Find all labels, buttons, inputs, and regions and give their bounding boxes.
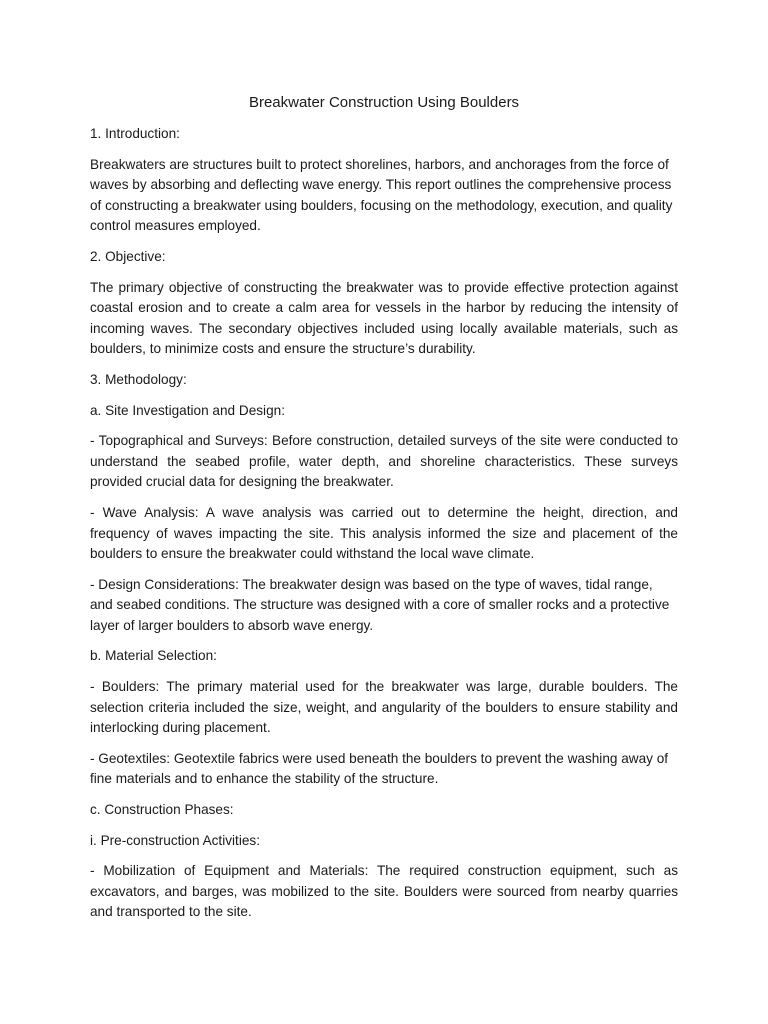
section-heading: 3. Methodology: xyxy=(90,371,187,387)
paragraph: - Design Considerations: The breakwater design was based on the type of waves, tidal range, and seabed conditions. The structure was designed with a core of smaller rocks and a protective layer of larger boulders to absorb wave energy. xyxy=(90,576,670,633)
section-heading: i. Pre-construction Activities: xyxy=(90,832,260,848)
section-heading: a. Site Investigation and Design: xyxy=(90,402,285,418)
paragraph: - Mobilization of Equipment and Materials: The required construction equipment, such as excavators, and barges, was mobilized to the site. Boulders were sourced from nearby quarries and transported to the site. xyxy=(90,863,678,920)
section-heading: b. Material Selection: xyxy=(90,648,217,664)
document-title: Breakwater Construction Using Boulders xyxy=(248,94,520,111)
paragraph: - Wave Analysis: A wave analysis was carried out to determine the height, direction, and frequency of waves impacting the site. This analysis informed the size and placement of the boulders to ensure the breakwater could withstand the local wave climate. xyxy=(90,504,678,562)
paragraph: - Topographical and Surveys: Before construction, detailed surveys of the site were conducted to understand the seabed profile, water depth, and shoreline characteristics. These surveys provided crucial data for designing the breakwater. xyxy=(90,433,678,490)
paragraph: The primary objective of constructing the breakwater was to provide effective protection against coastal erosion and to create a calm area for vessels in the harbor by reducing the intensity of incoming waves. The secondary objectives included using locally available materials, such as boulders, to minimize costs and ensure the structure’s durability. xyxy=(90,279,678,357)
section-heading: c. Construction Phases: xyxy=(90,802,234,818)
paragraph: - Geotextiles: Geotextile fabrics were used beneath the boulders to prevent the washing away of fine materials and to enhance the stability of the structure. xyxy=(90,750,669,787)
section-heading: 1. Introduction: xyxy=(90,126,180,141)
paragraph: - Boulders: The primary material used for the breakwater was large, durable boulders. The selection criteria included the size, weight, and angularity of the boulders to ensure stability and interlocking during placement. xyxy=(90,679,678,736)
section-heading: 2. Objective: xyxy=(90,248,166,264)
paragraph: Breakwaters are structures built to protect shorelines, harbors, and anchorages from the force of waves by absorbing and deflecting wave energy. This report outlines the comprehensive process of constructing a breakwater using boulders, focusing on the methodology, execution, and quality control measures employed. xyxy=(90,156,673,234)
document-body xyxy=(90,124,678,923)
